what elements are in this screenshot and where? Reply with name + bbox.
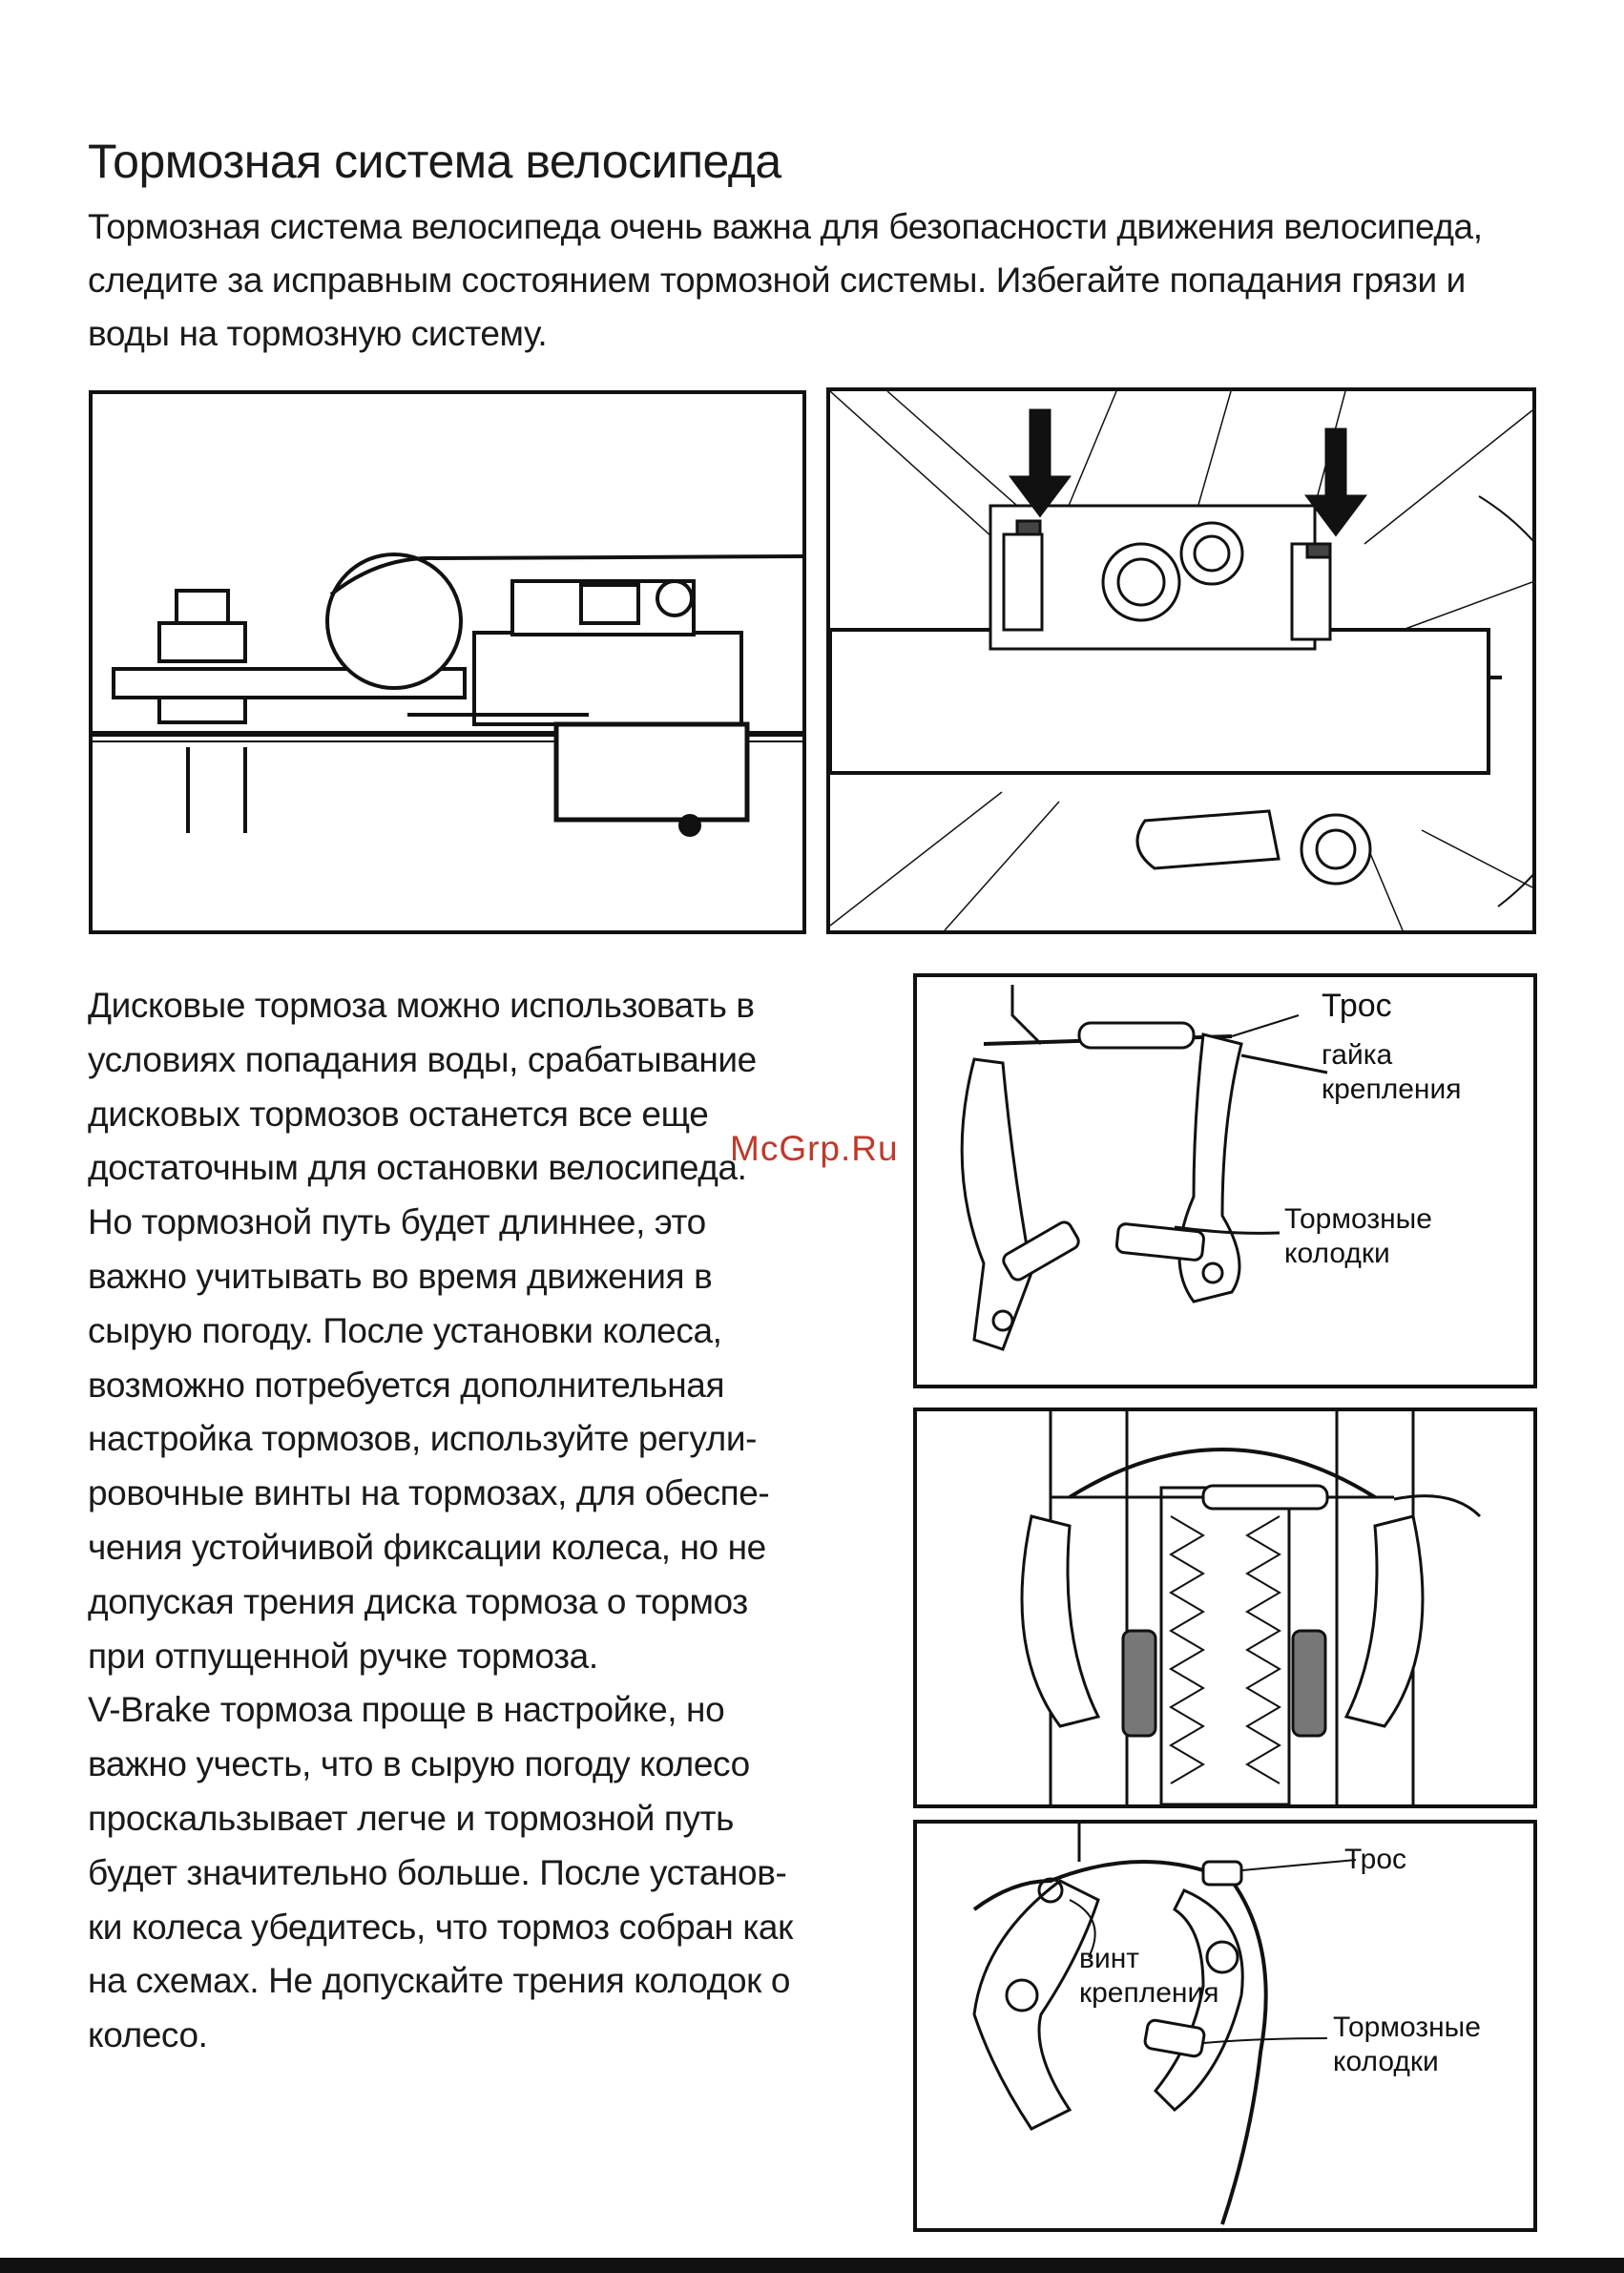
body-line: условиях попадания воды, срабатывание <box>88 1039 757 1079</box>
vbrake-wheel-illustration <box>913 1408 1537 1808</box>
body-line: колесо. <box>88 2015 208 2055</box>
intro-line: Тормозная система велосипеда очень важна для безопасности движения велосипеда, <box>88 207 1483 246</box>
body-line: важно учитывать во время движения в <box>88 1256 713 1296</box>
body-line: Дисковые тормоза можно использовать в <box>88 986 755 1025</box>
body-line: проскальзывает легче и тормозной путь <box>88 1798 734 1838</box>
body-line: ки колеса убедитесь, что тормоз собран как <box>88 1907 793 1947</box>
ubrake-screw-label: винт крепления <box>1079 1943 1219 2009</box>
intro-line: следите за исправным состоянием тормозной системы. Избегайте попадания грязи и <box>88 261 1466 300</box>
ubrake-cable-label: Трос <box>1344 1844 1407 1875</box>
body-line: допуская трения диска тормоза о тормоз <box>88 1581 748 1621</box>
vbrake-nut-label: гайка крепления <box>1322 1039 1462 1105</box>
bottom-bar <box>0 2258 1624 2273</box>
body-line: при отпущенной ручке тормоза. <box>88 1636 598 1676</box>
body-line: достаточным для остановки велосипеда. <box>88 1148 747 1188</box>
page-title: Тормозная система велосипеда <box>88 135 781 188</box>
vbrake-illustration <box>913 973 1537 1388</box>
disc-brake-front-illustration <box>826 387 1536 934</box>
body-line: ровочные винты на тормозах, для обеспе- <box>88 1473 770 1513</box>
body-line: V-Brake тормоза проще в настройке, но <box>88 1690 725 1730</box>
body-line: Но тормозной путь будет длиннее, это <box>88 1202 706 1242</box>
body-line: возможно потребуется дополнительная <box>88 1365 725 1405</box>
body-line: дисковых тормозов останется все еще <box>88 1094 709 1134</box>
vbrake-pads-label: Тормозные колодки <box>1284 1203 1432 1269</box>
ubrake-pads-label: Тормозные колодки <box>1333 2012 1481 2077</box>
intro-line: воды на тормозную систему. <box>88 314 548 353</box>
body-line: чения устойчивой фиксации колеса, но не <box>88 1527 766 1567</box>
disc-brake-side-illustration <box>89 390 806 934</box>
intro-paragraph <box>88 200 1576 361</box>
body-line: настройка тормозов, используйте регули- <box>88 1419 758 1459</box>
body-line: важно учесть, что в сырую погоду колесо <box>88 1744 750 1784</box>
ubrake-illustration <box>913 1820 1537 2232</box>
watermark: McGrp.Ru <box>730 1129 899 1168</box>
body-line: на схемах. Не допускайте трения колодок о <box>88 1961 790 2001</box>
vbrake-cable-label: Трос <box>1322 988 1392 1024</box>
body-line: сырую погоду. После установки колеса, <box>88 1310 722 1350</box>
body-line: будет значительно больше. После установ- <box>88 1852 787 1892</box>
